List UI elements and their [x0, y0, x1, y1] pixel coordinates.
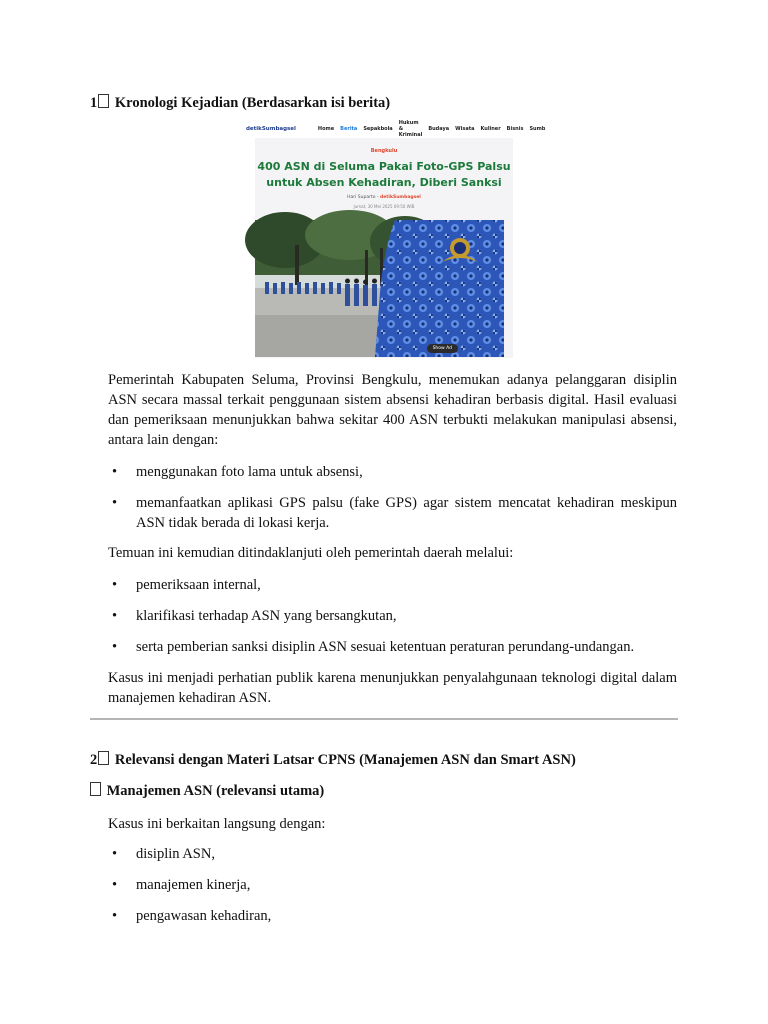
nav-item-kuliner: Kuliner	[480, 126, 501, 132]
list-item	[112, 606, 677, 626]
bullet-icon: •	[112, 639, 118, 655]
keycap-box-icon	[98, 751, 109, 765]
section-1-heading	[90, 94, 390, 112]
keycap-box-icon	[98, 94, 109, 108]
list-item	[112, 493, 677, 533]
bullet-icon: •	[112, 608, 118, 624]
news-headline	[255, 159, 513, 191]
asn-crowd-photo-illustration	[255, 220, 504, 357]
list-item	[112, 906, 677, 926]
nav-item-home: Home	[317, 126, 335, 132]
news-source: detikSumbagsel	[380, 195, 421, 200]
bullet-icon: •	[112, 846, 118, 862]
list-item-text: memanfaatkan aplikasi GPS palsu (fake GPS) agar sistem mencatat kehadiran meskipun ASN tidak berada di lokasi kerja.	[136, 495, 677, 531]
section-divider	[90, 718, 678, 720]
list-item-text: pengawasan kehadiran,	[136, 908, 272, 924]
section-1-paragraph-3: Kasus ini menjadi perhatian publik karena menunjukkan penyalahgunaan teknologi digital dalam manajemen kehadiran ASN.	[108, 670, 677, 706]
bullet-icon: •	[112, 908, 118, 924]
bullet-icon: •	[112, 877, 118, 893]
bullet-icon: •	[112, 464, 118, 480]
section-2-paragraph-1: Kasus ini berkaitan langsung dengan:	[108, 816, 326, 832]
list-item-text: pemeriksaan internal,	[136, 577, 261, 593]
news-byline: Hari Suparto - detikSumbagsel	[347, 195, 421, 200]
section-2-title: Relevansi dengan Materi Latsar CPNS (Manajemen ASN dan Smart ASN)	[114, 752, 576, 768]
news-article-screenshot	[240, 120, 546, 358]
list-item-text: klarifikasi terhadap ASN yang bersangkutan,	[136, 608, 397, 624]
news-article-card	[255, 138, 513, 358]
list-item-text: disiplin ASN,	[136, 846, 215, 862]
list-item	[112, 844, 677, 864]
subheading-manajemen-asn	[90, 782, 324, 800]
list-item-text: manajemen kinerja,	[136, 877, 251, 893]
list-item	[112, 637, 677, 657]
bullet-icon: •	[112, 577, 118, 593]
nav-item-hukum: Hukum & Kriminal	[398, 120, 423, 138]
section-1-paragraph-2: Temuan ini kemudian ditindaklanjuti oleh pemerintah daerah melalui:	[108, 545, 514, 561]
section-1-paragraph-1: Pemerintah Kabupaten Seluma, Provinsi Bengkulu, menemukan adanya pelanggaran disiplin ASN secara massal terkait penggunaan sistem absensi kehadiran berbasis digital. Hasil evaluasi dan pemeriksaan menunjukkan bahwa sekitar 400 ASN terbukti melakukan manipulasi absensi, antara lain dengan:	[108, 372, 677, 448]
subheading-text: Manajemen ASN (relevansi utama)	[106, 783, 325, 799]
nav-item-budaya: Budaya	[428, 126, 450, 132]
nav-item-sepakbola: Sepakbola	[363, 126, 393, 132]
section-1-title: Kronologi Kejadian (Berdasarkan isi berita)	[114, 95, 391, 111]
news-author: Hari Suparto	[347, 195, 376, 200]
nav-item-berita: Berita	[340, 126, 358, 132]
nav-item-sumb: Sumb	[529, 126, 546, 132]
section-2-number: 2	[90, 752, 98, 768]
list-item	[112, 462, 677, 482]
nav-item-bisnis: Bisnis	[506, 126, 524, 132]
news-kicker: Bengkulu	[370, 148, 398, 154]
news-site-nav	[240, 120, 546, 138]
news-site-logo: detikSumbagsel	[246, 126, 296, 132]
section-2-heading	[90, 751, 576, 769]
list-item	[112, 575, 677, 595]
list-item-text: serta pemberian sanksi disiplin ASN sesuai ketentuan peraturan perundang-undangan.	[136, 639, 635, 655]
show-ad-badge: Show Ad	[427, 344, 458, 353]
news-headline-line-2: untuk Absen Kehadiran, Diberi Sanksi	[266, 176, 502, 189]
news-date: Jumat, 30 Mei 2025 09:50 WIB	[353, 204, 415, 209]
list-item-text: menggunakan foto lama untuk absensi,	[136, 464, 363, 480]
news-headline-line-1: 400 ASN di Seluma Pakai Foto-GPS Palsu	[257, 160, 511, 173]
news-photo	[255, 220, 504, 357]
list-item	[112, 875, 677, 895]
bullet-icon: •	[112, 495, 118, 511]
emoji-box-icon	[90, 782, 101, 796]
nav-item-wisata: Wisata	[455, 126, 475, 132]
section-1-number: 1	[90, 95, 98, 111]
